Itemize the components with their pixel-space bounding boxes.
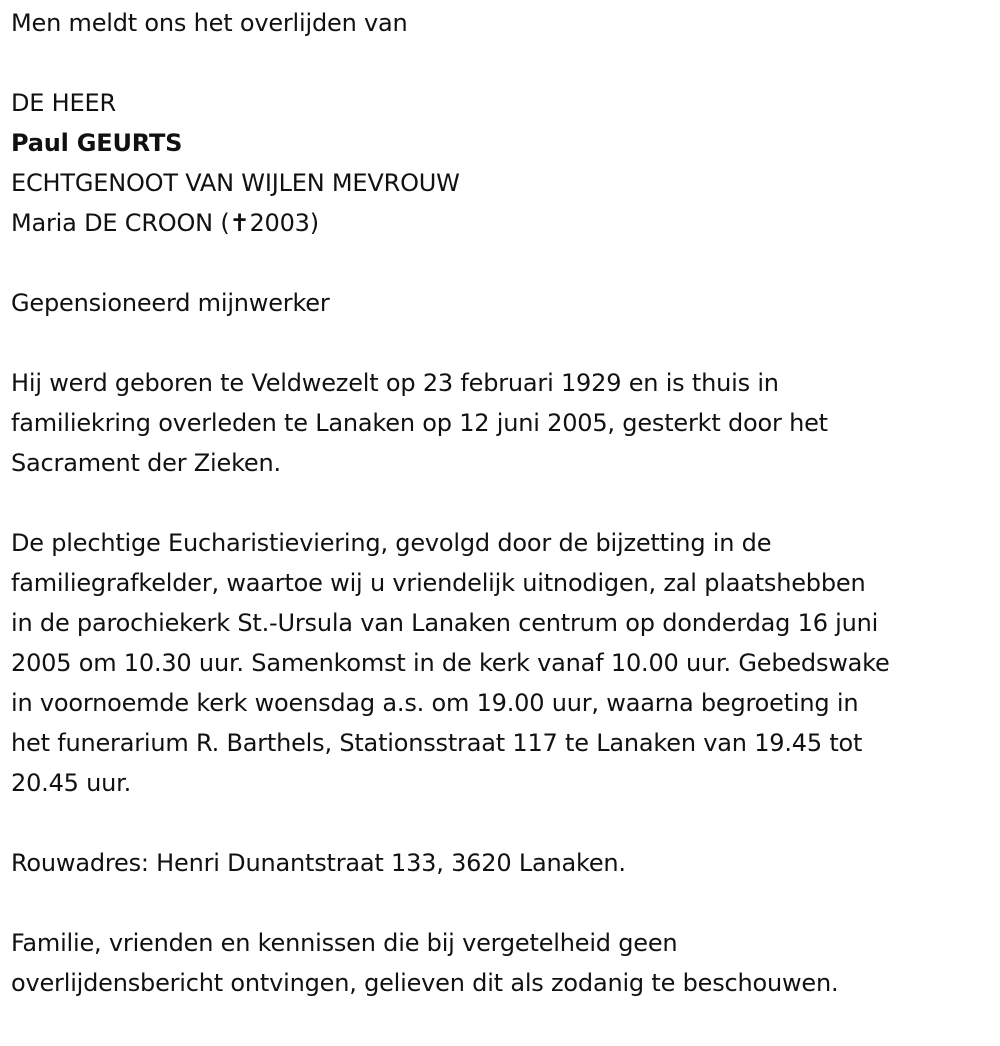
- intro-text: Men meldt ons het overlijden van: [11, 9, 408, 37]
- paragraph-line: Hij werd geboren te Veldwezelt op 23 februari 1929 en is thuis in: [11, 369, 779, 397]
- birth-paragraph: [11, 363, 996, 483]
- paragraph-line: 2005 om 10.30 uur. Samenkomst in de kerk vanaf 10.00 uur. Gebedswake: [11, 649, 890, 677]
- paragraph-line: familiekring overleden te Lanaken op 12 juni 2005, gesterkt door het: [11, 409, 828, 437]
- spacer: [11, 43, 996, 83]
- spacer: [11, 883, 996, 923]
- spacer: [11, 803, 996, 843]
- paragraph-line: in voornoemde kerk woensdag a.s. om 19.00 uur, waarna begroeting in: [11, 689, 859, 717]
- obituary-notice: [11, 3, 996, 1003]
- spacer: [11, 323, 996, 363]
- paragraph-line: Familie, vrienden en kennissen die bij vergetelheid geen: [11, 929, 678, 957]
- mourning-address: Rouwadres: Henri Dunantstraat 133, 3620 Lanaken.: [11, 849, 626, 877]
- paragraph-line: 20.45 uur.: [11, 769, 132, 797]
- paragraph-line: De plechtige Eucharistieviering, gevolgd door de bijzetting in de: [11, 529, 772, 557]
- cross-icon: ✝: [229, 209, 250, 237]
- ceremony-paragraph: [11, 523, 996, 803]
- spouse-death-year: 2003): [249, 209, 319, 237]
- spacer: [11, 243, 996, 283]
- closing-paragraph: [11, 923, 996, 1003]
- paragraph-line: overlijdensbericht ontvingen, gelieven dit als zodanig te beschouwen.: [11, 969, 839, 997]
- paragraph-line: Sacrament der Zieken.: [11, 449, 281, 477]
- spouse-prefix: ECHTGENOOT VAN WIJLEN MEVROUW: [11, 169, 460, 197]
- honorific-title: DE HEER: [11, 89, 116, 117]
- paragraph-line: familiegrafkelder, waartoe wij u vriendelijk uitnodigen, zal plaatshebben: [11, 569, 866, 597]
- paragraph-line: in de parochiekerk St.-Ursula van Lanaken centrum op donderdag 16 juni: [11, 609, 879, 637]
- paragraph-line: het funerarium R. Barthels, Stationsstraat 117 te Lanaken van 19.45 tot: [11, 729, 863, 757]
- occupation: Gepensioneerd mijnwerker: [11, 289, 330, 317]
- deceased-name: Paul GEURTS: [11, 129, 183, 157]
- spouse-line: [11, 203, 996, 243]
- spacer: [11, 483, 996, 523]
- spouse-name: Maria DE CROON (: [11, 209, 230, 237]
